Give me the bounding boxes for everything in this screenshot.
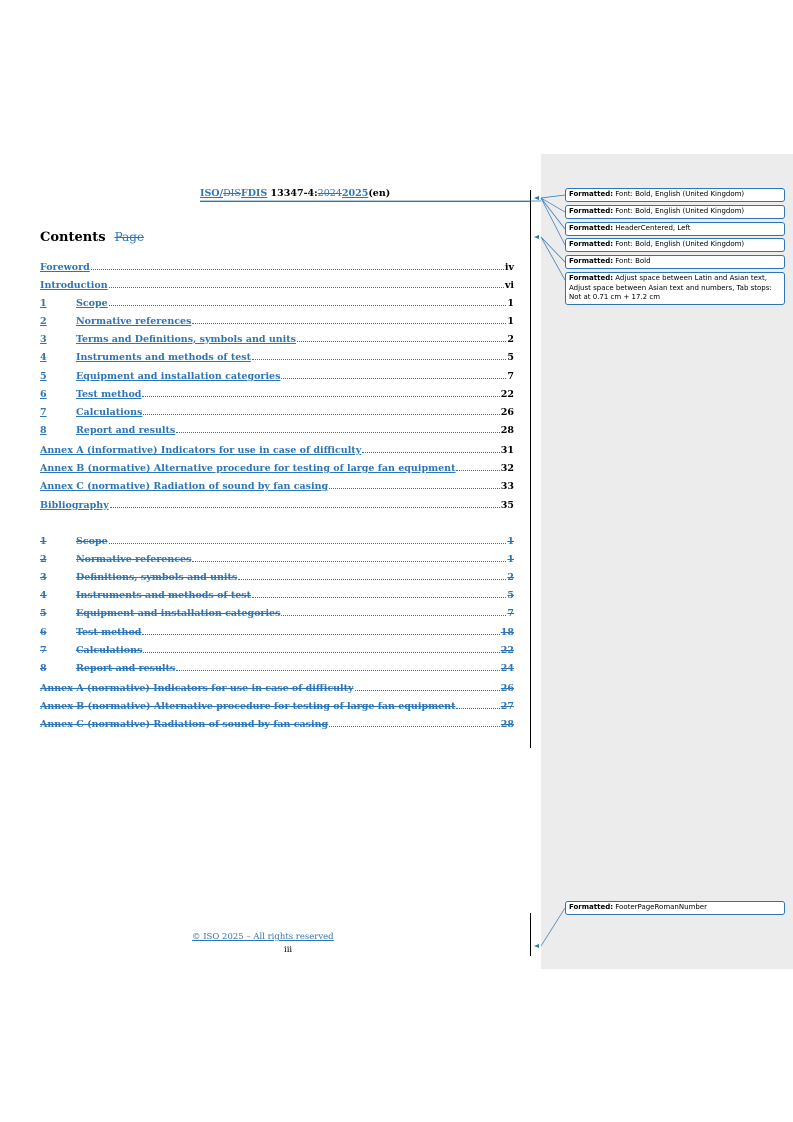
header-deleted-year: 2024 <box>317 188 342 199</box>
format-balloon[interactable] <box>565 901 785 915</box>
toc-text: Annex B (normative) Alternative procedure for testing of large fan equipment <box>40 701 456 712</box>
toc-text: Definitions, symbols and units <box>76 572 238 583</box>
balloon-text: Adjust space between Latin and Asian text, Adjust space between Asian text and numbers, Tab stops: Not at 0.71 cm + 17.2 cm <box>569 274 772 301</box>
toc-page: 1 <box>507 536 514 547</box>
toc-page: 2 <box>507 334 514 345</box>
toc-page: 27 <box>500 701 514 712</box>
toc-page: 5 <box>507 590 514 601</box>
balloon-text: Font: Bold <box>615 257 651 265</box>
toc-text: Foreword <box>40 262 90 273</box>
toc-text: Scope <box>76 536 108 547</box>
toc-page: 24 <box>500 663 514 674</box>
toc-text: Equipment and installation categories <box>76 371 281 382</box>
toc-text: Report and results <box>76 663 176 674</box>
toc-number: 1 <box>40 536 47 547</box>
toc-number: 8 <box>40 425 47 436</box>
toc-page: 26 <box>500 683 514 694</box>
toc-page: 1 <box>507 554 514 565</box>
balloon-label: Formatted: <box>569 207 614 215</box>
balloon-label: Formatted: <box>569 274 614 282</box>
toc-number: 4 <box>40 352 47 363</box>
toc-page: vi <box>504 280 514 291</box>
toc-text: Instruments and methods of test <box>76 352 251 363</box>
header-inserted-year: 2025 <box>341 188 369 199</box>
toc-page: 7 <box>507 608 514 619</box>
toc-text: Test method <box>76 627 142 638</box>
footer-copyright: © ISO 2025 – All rights reserved <box>192 932 334 942</box>
balloon-label: Formatted: <box>569 224 614 232</box>
toc-text: Annex A (normative) Indicators for use in case of difficulty <box>40 683 354 694</box>
header-deleted-stage: DIS <box>223 188 241 199</box>
toc-text: Annex C (normative) Radiation of sound by fan casing <box>40 481 329 492</box>
header-suffix: (en) <box>368 188 391 199</box>
toc-page: 1 <box>507 316 514 327</box>
toc-number: 8 <box>40 663 47 674</box>
toc-page: 28 <box>500 425 514 436</box>
toc-text: Annex A (informative) Indicators for use in case of difficulty <box>40 445 362 456</box>
format-balloon[interactable] <box>565 188 785 202</box>
toc-text: Report and results <box>76 425 176 436</box>
contents-heading: Contents <box>40 230 106 245</box>
toc-number: 1 <box>40 298 47 309</box>
toc-text: Instruments and methods of test <box>76 590 251 601</box>
toc-number: 3 <box>40 334 47 345</box>
format-balloon[interactable] <box>565 272 785 305</box>
format-balloon[interactable] <box>565 205 785 219</box>
toc-page: 32 <box>500 463 514 474</box>
toc-number: 2 <box>40 554 47 565</box>
toc-number: 5 <box>40 371 47 382</box>
toc-number: 7 <box>40 645 47 656</box>
balloon-text: Font: Bold, English (United Kingdom) <box>615 190 745 198</box>
toc-text: Normative references <box>76 554 192 565</box>
toc-text: Normative references <box>76 316 192 327</box>
toc-text: Terms and Definitions, symbols and units <box>76 334 296 345</box>
toc-text: Annex B (normative) Alternative procedure for testing of large fan equipment <box>40 463 456 474</box>
toc-number: 4 <box>40 590 47 601</box>
toc-page: 28 <box>500 719 514 730</box>
deleted-page-label: Page <box>114 230 145 244</box>
toc-number: 2 <box>40 316 47 327</box>
header-prefix: ISO/ <box>200 188 224 199</box>
toc-text: Scope <box>76 298 108 309</box>
format-balloon[interactable] <box>565 238 785 252</box>
toc-page: 2 <box>507 572 514 583</box>
toc-page: iv <box>504 262 514 273</box>
balloon-label: Formatted: <box>569 240 614 248</box>
toc-text: Bibliography <box>40 500 109 511</box>
toc-page: 5 <box>507 352 514 363</box>
header-middle: 13347-4: <box>267 188 318 199</box>
toc-text: Test method <box>76 389 142 400</box>
footer-page-number: iii <box>284 945 293 955</box>
toc-page: 22 <box>500 645 514 656</box>
balloon-label: Formatted: <box>569 257 614 265</box>
balloon-text: Font: Bold, English (United Kingdom) <box>615 240 745 248</box>
toc-number: 3 <box>40 572 47 583</box>
format-balloon[interactable] <box>565 255 785 269</box>
header-inserted-stage: FDIS <box>240 188 268 199</box>
toc-number: 6 <box>40 627 47 638</box>
toc-number: 6 <box>40 389 47 400</box>
balloon-label: Formatted: <box>569 903 614 911</box>
balloon-text: Font: Bold, English (United Kingdom) <box>615 207 745 215</box>
toc-page: 33 <box>500 481 514 492</box>
toc-number: 7 <box>40 407 47 418</box>
balloon-label: Formatted: <box>569 190 614 198</box>
toc-number: 5 <box>40 608 47 619</box>
toc-page: 7 <box>507 371 514 382</box>
toc-page: 35 <box>500 500 514 511</box>
toc-page: 1 <box>507 298 514 309</box>
toc-text: Annex C (normative) Radiation of sound by fan casing <box>40 719 329 730</box>
toc-page: 31 <box>500 445 514 456</box>
balloon-text: HeaderCentered, Left <box>615 224 691 232</box>
toc-page: 18 <box>500 627 514 638</box>
toc-text: Calculations <box>76 407 143 418</box>
balloon-text: FooterPageRomanNumber <box>615 903 707 911</box>
toc-text: Equipment and installation categories <box>76 608 281 619</box>
toc-text: Calculations <box>76 645 143 656</box>
format-balloon[interactable] <box>565 222 785 236</box>
toc-text: Introduction <box>40 280 108 291</box>
toc-page: 22 <box>500 389 514 400</box>
toc-page: 26 <box>500 407 514 418</box>
